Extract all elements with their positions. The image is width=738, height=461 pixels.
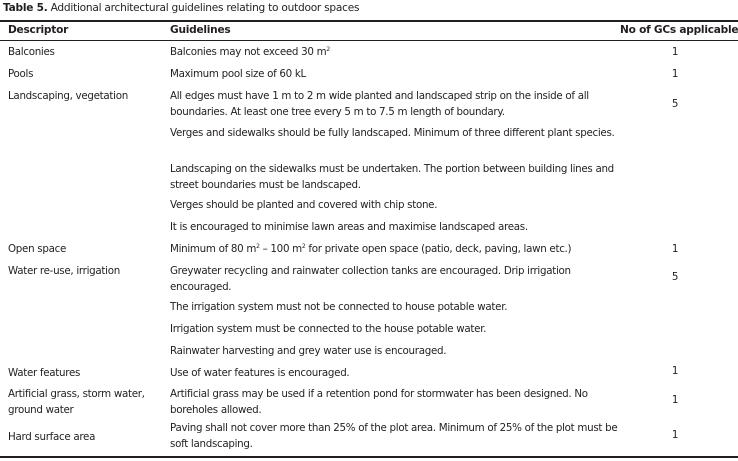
guideline-cell: Verges should be planted and covered with chip stone. [170,199,438,211]
guideline-cell: All edges must have 1 m to 2 m wide planted and landscaped strip on the inside of all boundaries. At least one tree every 5 m to 7.5 m length of boundary. [170,90,589,118]
guideline-cell: The irrigation system must not be connected to house potable water. [170,301,508,313]
guideline-cell: Rainwater harvesting and grey water use is encouraged. [170,345,447,357]
header-gcs: No of GCs applicable [620,24,738,36]
descriptor-cell: Water features [8,367,81,379]
guideline-cell: Maximum pool size of 60 kL [170,68,306,80]
guideline-cell: Balconies may not exceed 30 $m^2$ [170,46,330,58]
caption-text: Additional architectural guidelines relating to outdoor spaces [47,2,360,14]
guideline-cell: Verges and sidewalks should be fully landscaped. Minimum of three different plant species. [170,127,615,139]
descriptor-cell: Open space [8,243,66,255]
guideline-cell: It is encouraged to minimise lawn areas and maximise landscaped areas. [170,221,528,233]
bottom-rule [0,456,738,458]
gcs-cell: 1 [671,68,679,80]
guideline-cell: Artificial grass may be used if a retention pond for stormwater has been designed. No boreholes allowed. [170,388,588,416]
gcs-cell: 5 [671,271,679,283]
guideline-cell: Landscaping on the sidewalks must be undertaken. The portion between building lines and street boundaries must be landscaped. [170,163,614,191]
descriptor-cell: Hard surface area [8,431,96,443]
top-rule [0,20,738,22]
gcs-cell: 1 [671,365,679,377]
header-descriptor: Descriptor [8,24,69,36]
descriptor-cell: Water re-use, irrigation [8,265,120,277]
gcs-cell: 1 [671,46,679,58]
gcs-cell: 1 [671,243,679,255]
guideline-cell: Minimum of 80 $m^2 - 100$ $m^2$ for private open space (patio, deck, paving, lawn etc.) [170,243,572,255]
descriptor-cell: Artificial grass, storm water, ground water [8,388,145,416]
header-rule [0,40,738,41]
guideline-cell: Use of water features is encouraged. [170,367,350,379]
caption-label: Table 5. [3,2,48,14]
descriptor-cell: Balconies [8,46,55,58]
header-guidelines: Guidelines [170,24,231,36]
guideline-cell: Paving shall not cover more than 25% of the plot area. Minimum of 25% of the plot must be soft landscaping. [170,422,618,450]
guideline-cell: Greywater recycling and rainwater collection tanks are encouraged. Drip irrigation encouraged. [170,265,571,293]
gcs-cell: 1 [671,429,679,441]
guideline-cell: Irrigation system must be connected to the house potable water. [170,323,487,335]
table-caption [3,2,359,14]
descriptor-cell: Pools [8,68,34,80]
descriptor-cell: Landscaping, vegetation [8,90,128,102]
gcs-cell: 1 [671,394,679,406]
gcs-cell: 5 [671,98,679,110]
